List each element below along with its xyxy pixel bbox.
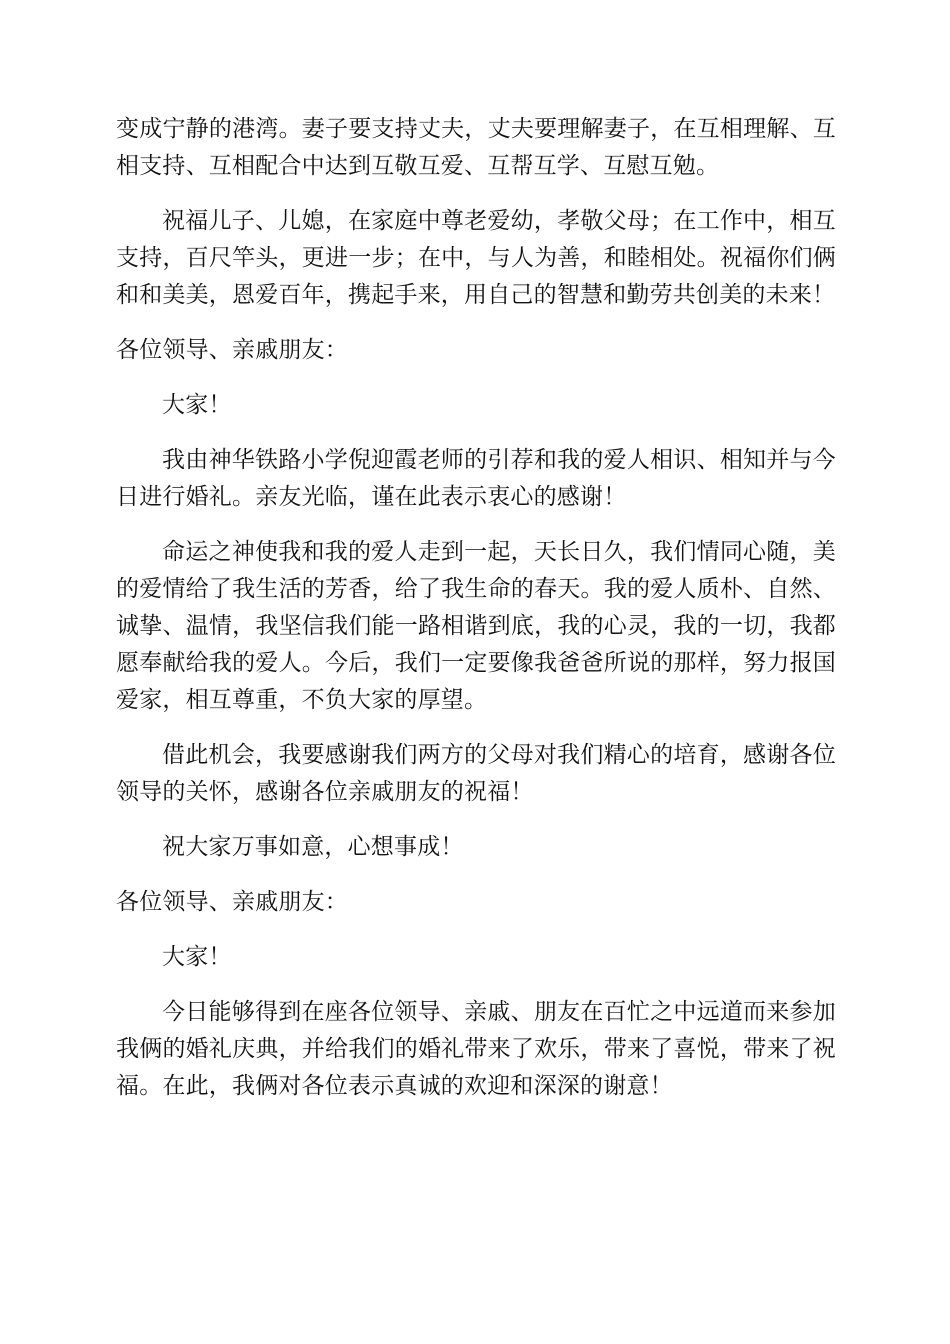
paragraph-6: 今日能够得到在座各位领导、亲戚、朋友在百忙之中远道而来参加我俩的婚礼庆典，并给我们的婚礼带来了欢乐，带来了喜悦，带来了祝福。在此，我俩对各位表示真诚的欢迎和深深的谢意！ — [116, 999, 836, 1099]
salutation-2: 各位领导、亲戚朋友： — [116, 889, 348, 915]
closing-wish: 祝大家万事如意，心想事成！ — [162, 834, 464, 860]
paragraph-5: 借此机会，我要感谢我们两方的父母对我们精心的培育，感谢各位领导的关怀，感谢各位亲戚朋友的祝福！ — [116, 742, 836, 805]
greeting-2: 大家！ — [162, 944, 232, 970]
salutation-1: 各位领导、亲戚朋友： — [116, 337, 348, 363]
paragraph-1: 变成宁静的港湾。妻子要支持丈夫，丈夫要理解妻子，在互相理解、互相支持、互相配合中达到互敬互爱、互帮互学、互慰互勉。 — [116, 116, 836, 179]
paragraph-2: 祝福儿子、儿媳，在家庭中尊老爱幼，孝敬父母；在工作中，相互支持，百尺竿头，更进一步；在中，与人为善，和睦相处。祝福你们俩和和美美，恩爱百年，携起手来，用自己的智慧和勤劳共创美的未来！ — [116, 208, 836, 308]
document-body — [116, 111, 836, 1123]
greeting-1: 大家！ — [162, 392, 232, 418]
paragraph-3: 我由神华铁路小学倪迎霞老师的引荐和我的爱人相识、相知并与今日进行婚礼。亲友光临，谨在此表示衷心的感谢！ — [116, 447, 836, 510]
paragraph-4: 命运之神使我和我的爱人走到一起，天长日久，我们情同心随，美的爱情给了我生活的芳香，给了我生命的春天。我的爱人质朴、自然、诚挚、温情，我坚信我们能一路相谐到底，我的心灵，我的一切，我都愿奉献给我的爱人。今后，我们一定要像我爸爸所说的那样，努力报国爱家，相互尊重，不负大家的厚望。 — [116, 539, 836, 713]
